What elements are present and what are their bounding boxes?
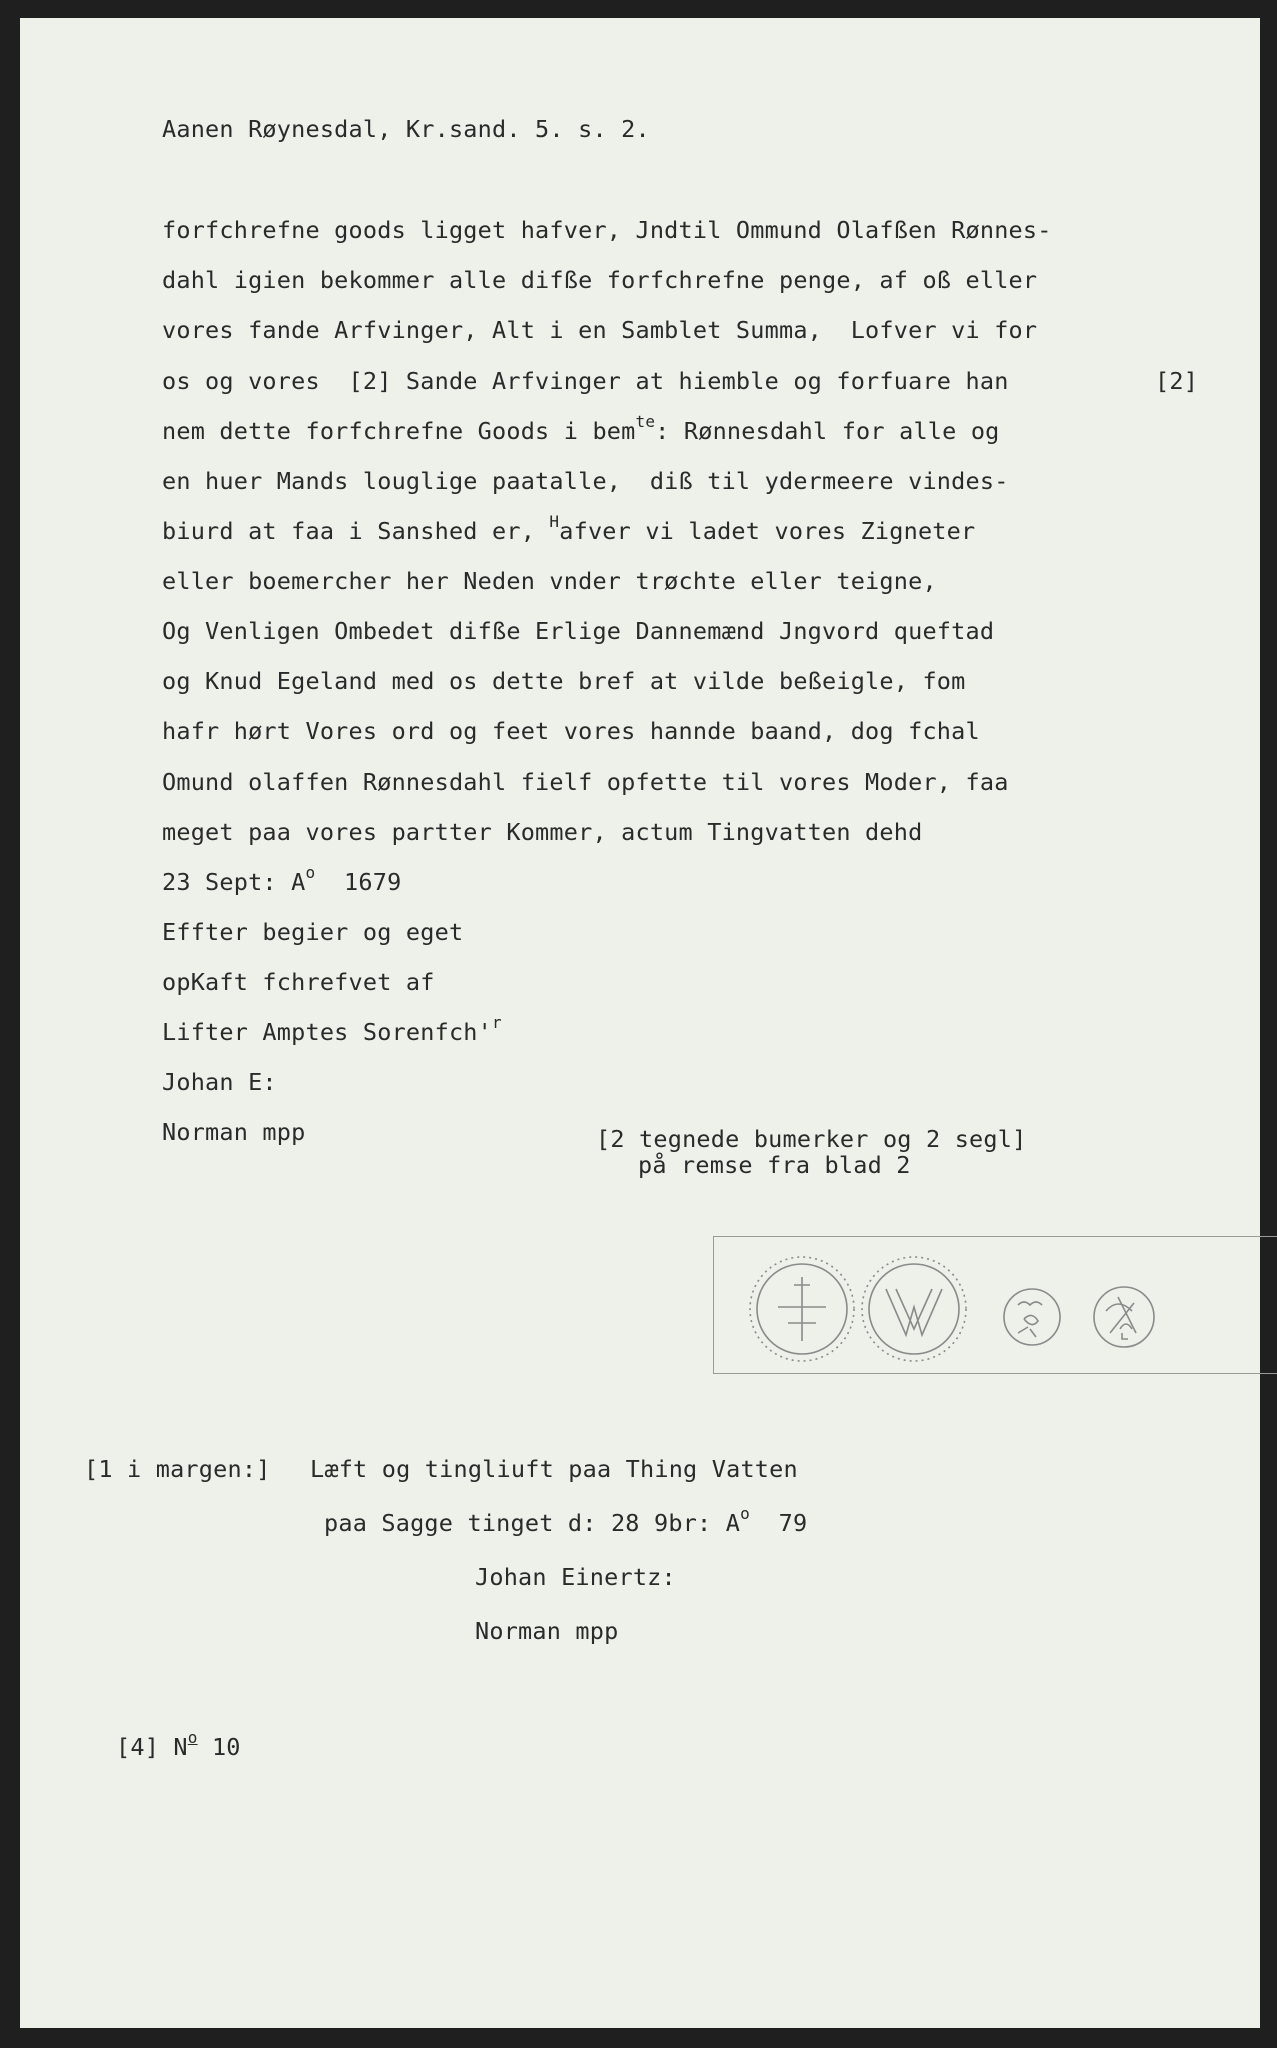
text-line: dahl igien bekommer alle difße forfchrefne penge, af oß eller [162,266,1038,294]
seal-strip [713,1236,1277,1374]
housemark-circle [1094,1287,1154,1347]
text-line: os og vores [2] Sande Arfvinger at hiemble og forfuare han [162,367,1009,395]
seal-sketch [714,1237,1277,1373]
closing-line: Lifter Amptes $Sorenfch'^r$ [162,1013,502,1046]
text-line: eller boemercher her Neden vnder trøchte eller teigne, [162,567,937,595]
page-number: [4] $N^o$ 10 [116,1728,241,1761]
text-line: Og Venligen Ombedet difße Erlige Dannemænd Jngvord queftad [162,617,995,645]
housemark-2 [1106,1297,1136,1339]
date-line: 23 Sept: $A^o$ 1679 [162,863,402,896]
housemark-1 [1018,1302,1042,1337]
text-line: en huer Mands louglige paatalle, diß til ydermeere vindes- [162,467,1009,495]
text-line: Omund olaffen Rønnesdahl fielf opfette til vores Moder, faa [162,768,1009,796]
margin-line: Læft og tingliuft paa Thing Vatten [310,1455,798,1483]
text-line: og Knud Egeland med os dette bref at vilde beßeigle, fom [162,667,966,695]
seal-note: på remse fra blad 2 [638,1151,911,1179]
text-line: vores fande Arfvinger, Alt i en Samblet Summa, Lofver vi for [162,316,1038,344]
monogram-mark [886,1289,942,1335]
text-line: hafr hørt Vores ord og feet vores hannde baand, dog fchal [162,717,980,745]
signature-name: Johan E: [162,1068,277,1096]
margin-line: Norman mpp [475,1617,619,1645]
document-page [20,18,1260,2028]
seal-note: [2 tegnede bumerker og 2 segl] [596,1125,1027,1153]
cross-mark [778,1277,826,1341]
housemark-circle [1004,1289,1060,1345]
text-line: nem dette forfchrefne Goods i bem$^{te}$: Rønnesdahl for alle og [162,412,1000,445]
margin-label: [1 i margen:] [84,1455,271,1483]
closing-line: Effter begier og eget [162,918,464,946]
text-line: biurd at faa i Sanshed er, $^H$afver vi ladet vores Zigneter [162,512,976,545]
closing-line: opKaft fchrefvet af [162,968,435,996]
page-title: Aanen Røynesdal, Kr.sand. 5. s. 2. [162,115,650,143]
signature-name: Norman mpp [162,1118,306,1146]
margin-line: paa Sagge tinget d: 28 9br: $A^o$ 79 [324,1504,808,1537]
margin-note: [2] [1155,367,1199,395]
margin-line: Johan Einertz: [475,1563,676,1591]
text-line: forfchrefne goods ligget hafver, Jndtil Ommund Olafßen Rønnes- [162,216,1052,244]
text-line: meget paa vores partter Kommer, actum Tingvatten dehd [162,818,923,846]
